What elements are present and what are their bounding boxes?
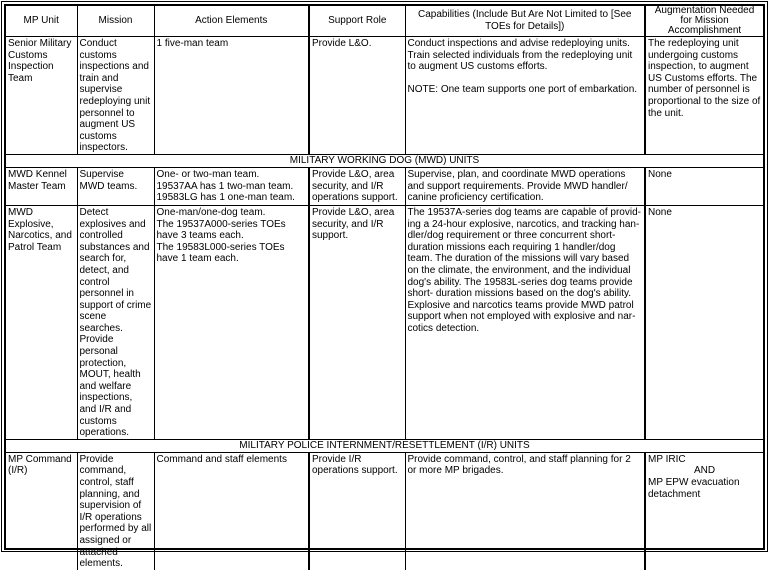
table-row [6, 452, 763, 569]
action-line: The 19537A000-series TOEs have 3 teams each. [156, 218, 286, 242]
header-mp-unit: MP Unit [6, 6, 77, 37]
action-line: One-man/one-dog team. [156, 206, 266, 218]
cell-capabilities: Provide command, control, and staff planning for 2 or more MP brigades. [405, 452, 645, 569]
action-line: 19537AA has 1 two-man team. [156, 180, 294, 192]
cell-support-role: Provide I/R operations support. [309, 452, 405, 569]
cell-mission: Conduct customs inspections and train and supervise redeploying unit personnel to augment US customs inspectors. [77, 37, 154, 155]
header-support-role: Support Role [309, 6, 405, 37]
header-action-elements: Action Elements [154, 6, 309, 37]
action-line: The 19583L000-series TOEs have 1 team each. [156, 241, 285, 265]
header-augmentation: Augmentation Needed for Mission Accomplishment [645, 6, 763, 37]
mp-units-table [6, 6, 763, 570]
cell-action-elements [154, 167, 309, 205]
cell-mission: Supervise MWD teams. [77, 167, 154, 205]
cell-augmentation: None [645, 167, 763, 205]
header-capabilities: Capabilities (Include But Are Not Limited to [See TOEs for Details]) [405, 6, 645, 37]
cell-mission: Provide command, control, staff planning, and supervision of I/R operations performed by all assigned or attached elements. [77, 452, 154, 569]
cell-action-elements: 1 five-man team [154, 37, 309, 155]
cell-augmentation: The redeploying unit undergoing customs inspection, to augment US Customs efforts. The number of personnel is proportional to the size of the unit. [645, 37, 763, 155]
cell-support-role: Provide L&O. [309, 37, 405, 155]
capabilities-text: Conduct inspections and advise redeploying units. Train selected individuals from the redeploying unit to augment US customs efforts. [407, 38, 633, 73]
section-title-mwd: MILITARY WORKING DOG (MWD) UNITS [6, 154, 763, 167]
action-line: 19583LG has 1 one-man team. [156, 192, 295, 204]
cell-action-elements: Command and staff elements [154, 452, 309, 569]
section-header-row [6, 439, 763, 452]
cell-augmentation: None [645, 205, 763, 439]
cell-augmentation [645, 452, 763, 569]
table-row [6, 37, 763, 155]
section-header-row [6, 154, 763, 167]
cell-mp-unit: MWD Kennel Master Team [6, 167, 77, 205]
capabilities-note: NOTE: One team supports one port of embarkation. [407, 83, 638, 95]
table-row [6, 167, 763, 205]
table-frame [4, 4, 765, 570]
cell-capabilities [405, 37, 645, 155]
cell-mp-unit: Senior Military Customs Inspection Team [6, 37, 77, 155]
section-title-ir: MILITARY POLICE INTERNMENT/RESETTLEMENT (I/R) UNITS [6, 439, 763, 452]
cell-mp-unit: MWD Explosive, Narcotics, and Patrol Team [6, 205, 77, 439]
cell-support-role: Provide L&O, area security, and I/R support. [309, 205, 405, 439]
cell-mission: Detect explosives and controlled substances and search for, detect, and control personnel in support of crime scene searches. Provide personal protection, MOUT, health and welfare inspections, and I/R and customs operations. [77, 205, 154, 439]
cell-support-role: Provide L&O, area security, and I/R operations support. [309, 167, 405, 205]
cell-action-elements [154, 205, 309, 439]
cell-capabilities: The 19537A-series dog teams are capable of provid-ing a 24-hour explosive, narcotics, and tracking han-dler/dog requirement or three concurrent short-duration missions each requiring 1 handler/dog team. The duration of the missions will vary based on the climate, the environment, and the individual dog's ability. The 19583L-series dog teams provide short- duration missions based on the dog's ability. Explosive and narcotics teams provide MWD patrol support when not employed with explosive and nar-cotics detection. [405, 205, 645, 439]
action-line: One- or two-man team. [156, 168, 260, 180]
augmentation-line: MP IRIC [648, 453, 686, 465]
cell-capabilities: Supervise, plan, and coordinate MWD operations and support requirements. Provide MWD handler/ canine proficiency certification. [405, 167, 645, 205]
cell-mp-unit: MP Command (I/R) [6, 452, 77, 569]
header-mission: Mission [77, 6, 154, 37]
augmentation-and: AND [693, 465, 716, 477]
augmentation-line: MP EPW evacuation detachment [648, 477, 740, 500]
header-row [6, 6, 763, 37]
table-row [6, 205, 763, 439]
